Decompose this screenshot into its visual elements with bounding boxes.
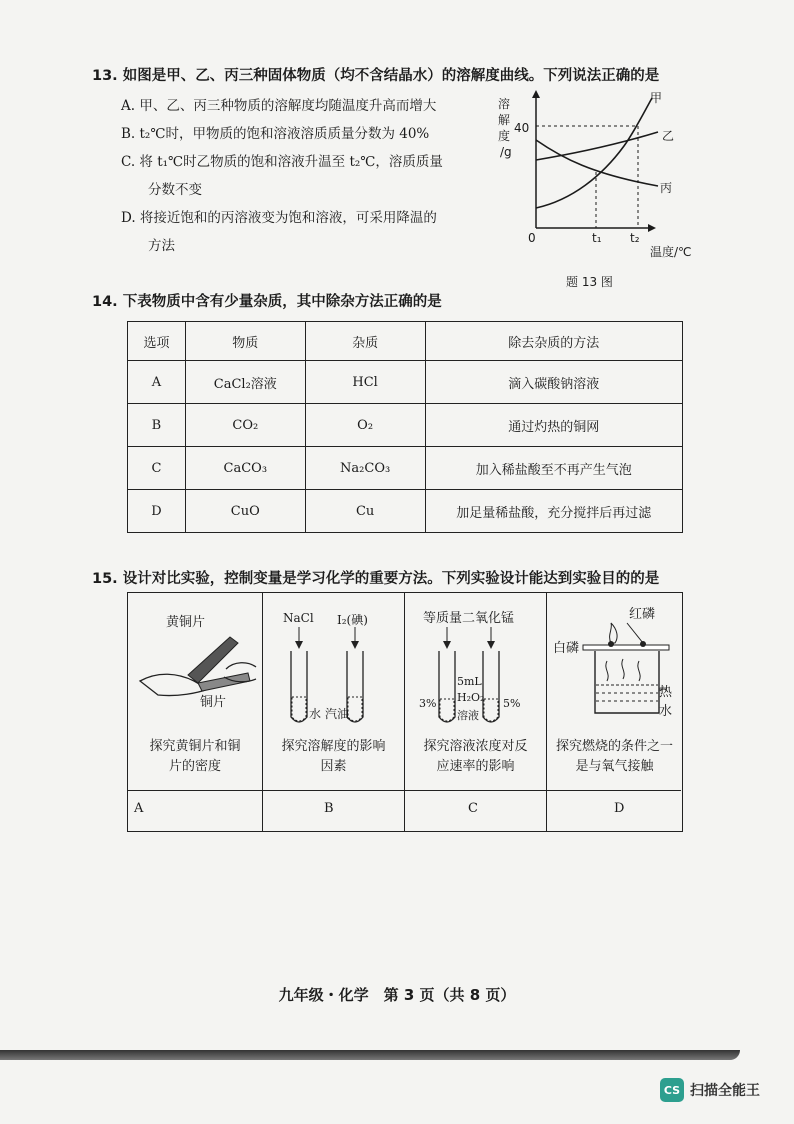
q13-number: 13. <box>92 68 118 84</box>
cell-impurity: Cu <box>305 490 425 533</box>
label-nacl: NaCl <box>283 611 314 625</box>
cell-option: B <box>128 404 186 447</box>
header-substance: 物质 <box>185 322 305 361</box>
cell-impurity: O₂ <box>305 404 425 447</box>
label-hot-water: 热水 <box>659 685 673 719</box>
cell-method: 加足量稀盐酸，充分搅拌后再过滤 <box>425 490 682 533</box>
series-label-jia: 甲 <box>650 91 663 105</box>
q13-option-d-cont: 方法 <box>148 238 175 254</box>
scanner-watermark <box>660 1078 760 1102</box>
caption-b-line1: 探究溶解度的影响 <box>281 739 386 754</box>
camscanner-logo-icon: CS <box>660 1078 684 1102</box>
experiment-d <box>547 593 682 790</box>
q13-option-c: C. 将 t₁℃时乙物质的饱和溶液升温至 t₂℃，溶质质量 <box>121 154 443 170</box>
curve-jia <box>536 98 652 208</box>
caption-c <box>405 737 546 777</box>
q15-number: 15. <box>92 571 118 587</box>
cell-method: 滴入碳酸钠溶液 <box>425 361 682 404</box>
table-header-row <box>128 322 683 361</box>
q14-stem: 下表物质中含有少量杂质，其中除杂方法正确的是 <box>122 294 442 310</box>
hands-scratching-illustration <box>138 631 258 701</box>
q15-stem-line <box>92 567 659 588</box>
q15-experiment-grid <box>127 592 683 832</box>
label-h2o2: H₂O₂ <box>457 691 485 704</box>
ylabel-4: /g <box>500 145 512 159</box>
cell-option: A <box>128 361 186 404</box>
experiment-b <box>263 593 404 790</box>
ylabel-2: 解 <box>498 113 511 127</box>
curve-yi <box>536 132 658 160</box>
caption-b-line2: 因素 <box>320 759 347 774</box>
caption-c-line2: 应速率的影响 <box>436 759 515 774</box>
caption-a <box>128 737 262 777</box>
caption-c-line1: 探究溶液浓度对反 <box>423 739 528 754</box>
q14-table <box>127 321 683 533</box>
q13-option-c-cont: 分数不变 <box>148 182 202 198</box>
curve-bing <box>536 140 658 186</box>
scan-shadow-bar <box>0 1050 740 1060</box>
label-white-phosphorus: 白磷 <box>553 641 580 656</box>
camscanner-text: 扫描全能王 <box>690 1083 760 1099</box>
label-copper: 铜片 <box>200 695 227 710</box>
table-row <box>128 404 683 447</box>
label-5-percent: 5% <box>503 697 521 710</box>
ytick-40: 40 <box>514 121 530 135</box>
cell-impurity: HCl <box>305 361 425 404</box>
experiment-a <box>128 593 262 790</box>
letter-a: A <box>134 801 144 816</box>
header-impurity: 杂质 <box>305 322 425 361</box>
x-axis-arrow <box>648 224 656 232</box>
q13-stem: 如图是甲、乙、丙三种固体物质（均不含结晶水）的溶解度曲线。下列说法正确的是 <box>122 68 660 84</box>
header-method: 除去杂质的方法 <box>425 322 682 361</box>
caption-a-line1: 探究黄铜片和铜 <box>149 739 241 754</box>
cell-substance: CaCO₃ <box>185 447 305 490</box>
letter-d: D <box>614 801 625 816</box>
label-iodine: I₂(碘) <box>337 613 368 627</box>
letter-b: B <box>324 801 334 816</box>
page-footer: 九年级・化学 第 3 页（共 8 页） <box>278 986 516 1004</box>
q13-stem-line <box>92 64 659 85</box>
label-3-percent: 3% <box>419 697 437 710</box>
origin-label: 0 <box>528 231 536 245</box>
cell-substance: CO₂ <box>185 404 305 447</box>
cell-substance: CaCl₂溶液 <box>185 361 305 404</box>
q14-stem-line <box>92 290 442 311</box>
q13-option-a: A. 甲、乙、丙三种物质的溶解度均随温度升高而增大 <box>121 98 437 114</box>
figure-caption: 题 13 图 <box>566 275 613 289</box>
y-axis-arrow <box>532 90 540 98</box>
t2-label: t₂ <box>630 231 640 245</box>
cell-method: 加入稀盐酸至不再产生气泡 <box>425 447 682 490</box>
label-red-phosphorus: 红磷 <box>629 607 656 622</box>
cell-option: D <box>128 490 186 533</box>
series-label-bing: 丙 <box>660 181 673 195</box>
table-row <box>128 490 683 533</box>
cell-substance: CuO <box>185 490 305 533</box>
series-label-yi: 乙 <box>662 129 675 143</box>
caption-b <box>263 737 404 777</box>
t1-label: t₁ <box>592 231 602 245</box>
label-water: 水 <box>309 707 322 721</box>
label-5ml: 5mL <box>457 675 482 688</box>
header-option: 选项 <box>128 322 186 361</box>
table-row <box>128 361 683 404</box>
label-gasoline: 汽油 <box>325 707 350 721</box>
experiment-c <box>405 593 546 790</box>
caption-d-line2: 是与氧气接触 <box>575 759 654 774</box>
cell-impurity: Na₂CO₃ <box>305 447 425 490</box>
grid-divider <box>128 790 681 791</box>
letter-c: C <box>468 801 478 816</box>
cell-method: 通过灼热的铜网 <box>425 404 682 447</box>
label-solution: 溶液 <box>457 709 479 722</box>
solubility-curve-figure <box>492 88 694 292</box>
ylabel-3: 度 <box>498 129 511 143</box>
caption-d-line1: 探究燃烧的条件之一 <box>555 739 673 754</box>
label-mno2: 等质量二氧化锰 <box>423 611 515 626</box>
caption-a-line2: 片的密度 <box>168 759 221 774</box>
label-brass: 黄铜片 <box>166 615 206 630</box>
caption-d <box>547 737 682 777</box>
q15-stem: 设计对比实验，控制变量是学习化学的重要方法。下列实验设计能达到实验目的的是 <box>122 571 660 587</box>
ylabel-1: 溶 <box>498 97 511 111</box>
table-row <box>128 447 683 490</box>
q13-option-b: B. t₂℃时，甲物质的饱和溶液溶质质量分数为 40% <box>121 126 430 142</box>
q14-number: 14. <box>92 294 118 310</box>
q13-option-d: D. 将接近饱和的丙溶液变为饱和溶液，可采用降温的 <box>121 210 437 226</box>
cell-option: C <box>128 447 186 490</box>
xlabel: 温度/℃ <box>650 245 692 259</box>
